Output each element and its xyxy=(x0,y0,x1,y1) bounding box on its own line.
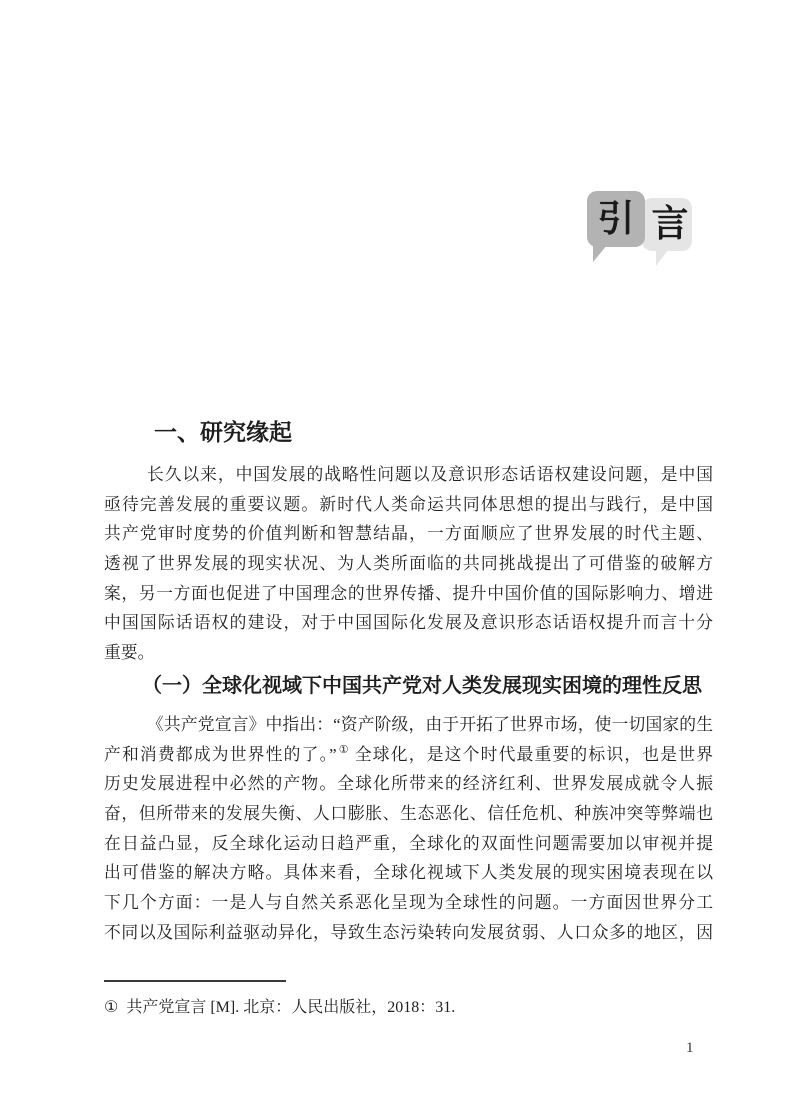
text-line: 在日益凸显，反全球化运动日趋严重，全球化的双面性问题需要加以审视并提 xyxy=(104,833,713,853)
chapter-title-char-1: 引 xyxy=(597,198,635,240)
chapter-title xyxy=(587,191,699,273)
text-line: 出可借鉴的解决方略。具体来看，全球化视域下人类发展的现实困境表现在以 xyxy=(104,863,713,883)
text-line: 重要。 xyxy=(104,643,155,663)
footnote xyxy=(104,996,713,1020)
section-heading: 一、研究缘起 xyxy=(154,419,292,445)
text-line: 奋，但所带来的发展失衡、人口膨胀、生态恶化、信任危机、种族冲突等弊端也 xyxy=(104,804,713,824)
text-segment: 全球化，是这个时代最重要的标识，也是世界 xyxy=(354,744,713,764)
text-line: 透视了世界发展的现实状况、为人类所面临的共同挑战提出了可借鉴的破解方 xyxy=(104,554,713,574)
text-line: 《共产党宣言》中指出：“资产阶级，由于开拓了世界市场，使一切国家的生 xyxy=(147,715,713,734)
text-line: 共产党审时度势的价值判断和智慧结晶，一方面顺应了世界发展的时代主题、 xyxy=(104,524,713,544)
footnote-marker: ① xyxy=(104,999,119,1016)
paragraph-1 xyxy=(104,460,713,668)
footnote-reference-marker: ① xyxy=(337,744,350,757)
text-line-with-footnote-ref xyxy=(104,740,713,770)
speech-bubble-dark xyxy=(587,191,645,247)
page-number: 1 xyxy=(686,1040,694,1056)
text-line: 下几个方面：一是人与自然关系恶化呈现为全球性的问题。一方面因世界分工 xyxy=(104,893,713,913)
text-line: 亟待完善发展的重要议题。新时代人类命运共同体思想的提出与践行，是中国 xyxy=(104,494,713,514)
text-line: 长久以来，中国发展的战略性问题以及意识形态话语权建设问题，是中国 xyxy=(147,465,713,484)
text-line: 历史发展进程中必然的产物。全球化所带来的经济红利、世界发展成就令人振 xyxy=(104,774,713,794)
text-line: 案，另一方面也促进了中国理念的世界传播、提升中国价值的国际影响力、增进 xyxy=(104,583,713,603)
speech-bubble-light xyxy=(642,198,692,251)
text-line: 中国国际话语权的建设，对于中国国际化发展及意识形态话语权提升而言十分 xyxy=(104,613,713,633)
text-line: 不同以及国际利益驱动异化，导致生态污染转向发展贫弱、人口众多的地区，因 xyxy=(104,922,713,942)
subsection-heading: （一）全球化视域下中国共产党对人类发展现实困境的理性反思 xyxy=(142,675,702,697)
footnote-separator xyxy=(104,980,286,982)
text-segment: 产和消费都成为世界性的了。” xyxy=(104,744,337,764)
paragraph-2 xyxy=(104,710,713,948)
chapter-title-char-2: 言 xyxy=(651,204,689,245)
footnote-text: 共产党宣言 [M]. 北京：人民出版社，2018：31. xyxy=(126,999,456,1016)
